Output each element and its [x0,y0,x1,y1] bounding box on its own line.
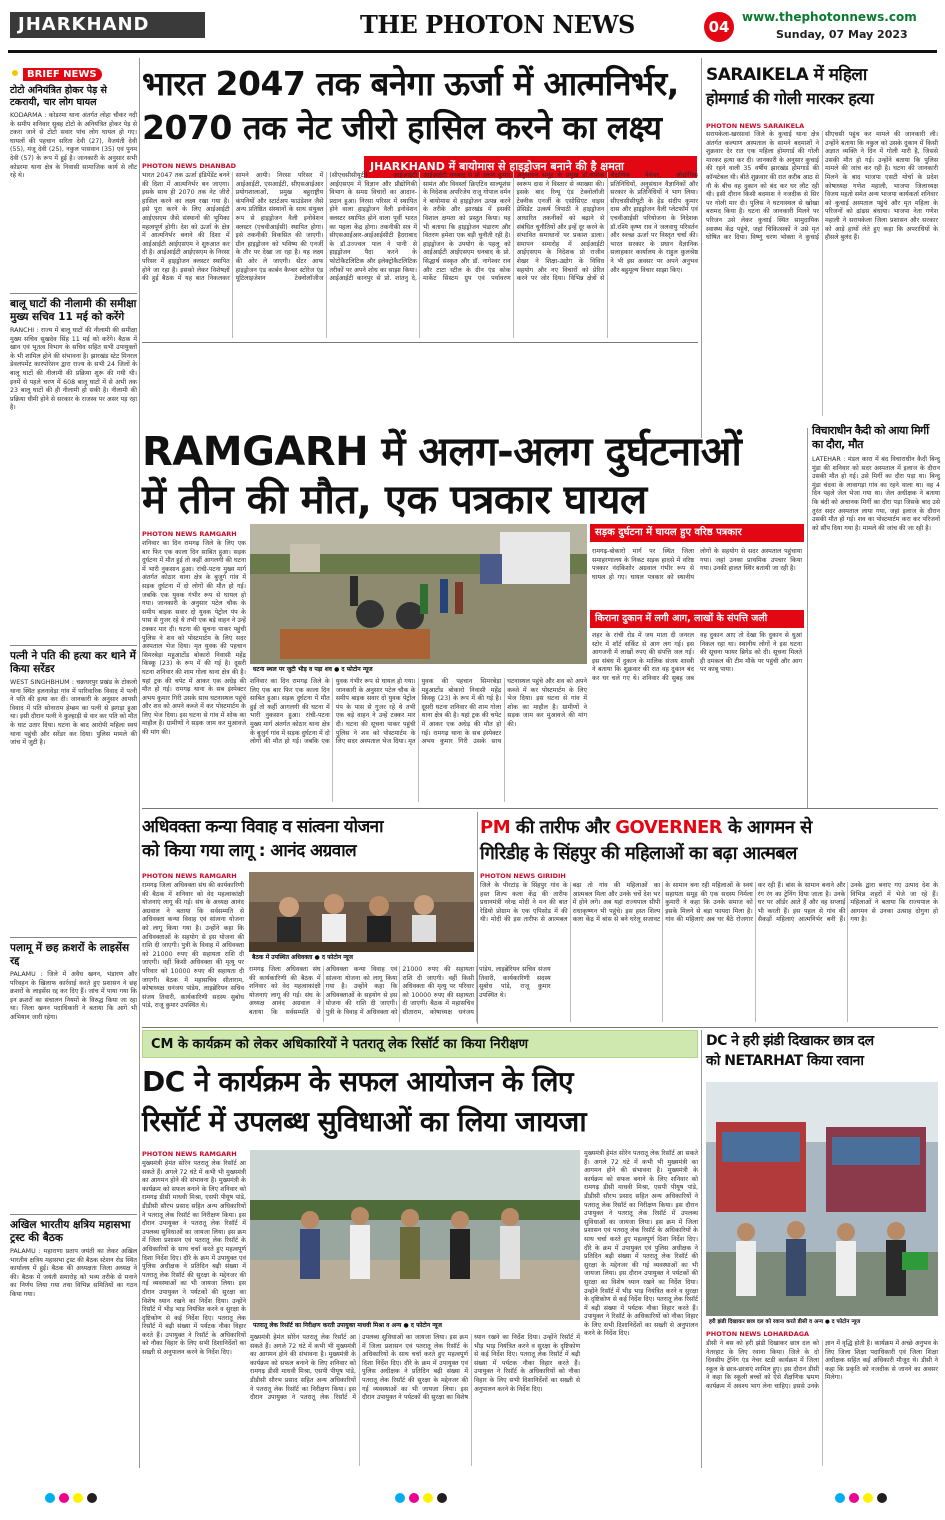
bus-flagoff-image [706,1082,938,1326]
saraikela-headline-2: होमगार्ड की गोली मारकर हत्या [706,89,874,108]
adhivakta-headline-2: को किया गया लागू : आनंद अग्रवाल [142,841,357,861]
masthead [0,0,945,56]
dc-photo-caption: पतरातू लेक रिसॉर्ट का निरीक्षण करती उपायुक्त माधवी मिश्रा व अन्य ● द फोटोन न्यूज [250,1320,580,1330]
brief-5-title: अखिल भारतीय क्षत्रिय महासभा ट्रस्ट की बैठक [10,1219,131,1244]
brief-3-body: WEST SINGHBHUM : चक्रधरपुर प्रखंड के टोकलो थाना स्थित हलनावेड़ा गांव में पारिवारिक विवाद में पत्नी ने पति की हत्या कर दी। जानकारी के अनुसार आपसी विवाद में पति सोनाराम हेम्ब्रम का पत्नी से झगड़ा हुआ था। इसी दौरान पत्नी ने कुल्हाड़ी से वार कर पति को मौत के घाट उतार दिया। घटना के बाद आरोपी महिला स्वयं थाना पहुंची और सरेंडर कर दिया। पुलिस मामले की जांच में जुटी है। [10,679,137,747]
saraikela-body: सरायकेला-खरसावां जिले के कुचाई थाना क्षेत्र अंतर्गत कल्याण अस्पताल के सामने बदमाशों ने शुक्रवार देर रात एक महिला होमगार्ड की गोली मारकर हत्या कर दी। जानकारी के अनुसार कुचाई की रहने वाली 35 वर्षीय झारखंड होमगार्ड की कॉन्स्टेबल थी। बीते शुक्रवार की रात करीब आठ से नौ के बीच वह दुकान को बंद कर घर लौट रही थी। इसी दौरान किसी बदमाश ने नजदीक से सिर पर गोली मार दी। पुलिस ने घटनास्थल से खोखा बरामद किया है। घटना की जानकारी मिलने पर परिजन उसे लेकर कुचाई स्थित सामुदायिक स्वास्थ्य केंद्र पहुंचे, जहां चिकित्सकों ने उसे मृत घोषित कर दिया। विष्णु चरण भोक्ता ने कुचाई सीएचसी पहुंच कर मामले की जानकारी ली। उन्होंने बताया कि नकुल को उसके दुकान में किसी अज्ञात व्यक्ति ने दिन में गोली मारी है, जिससे उसकी मौत हो गई। उन्होंने बताया कि पुलिस मामले की जांच कर रही है। घटना की जानकारी मिलने के बाद भाजपा एसटी मोर्चा के प्रदेश कोषाध्यक्ष गणेश महाली, भाजपा जिलाध्यक्ष विजय महतो समेत अन्य भाजपा कार्यकर्ता शनिवार को कुचाई अस्पताल पहुंचे और मृत महिला के परिजनों को ढांढस बंधाया। भाजपा नेता गणेश महाली ने सरायकेला जिला प्रशासन और सरकार को आड़े हाथों लेते हुए कहा कि अपराधियों के हौसले बुलंद हैं। [706,131,938,242]
ramgarh-accident-photo [250,524,587,674]
giridih-headline-2: गिरिडीह के सिंहपुर की महिलाओं का बढ़ा आत्मबल [480,843,797,864]
top-headline-line-1: भारत 2047 तक बनेगा ऊर्जा में आत्मनिर्भर, [142,64,679,103]
dc-headline-2: रिसॉर्ट में उपलब्ध सुविधाओं का लिया जायजा [142,1105,587,1138]
giridih-body: जिले के पीरटांड़ के सिंहपुर गांव के हस्त शिल्प कला केंद्र की तारीफ प्रधानमंत्री नरेन्द्र मोदी ने मन की बात रेडियो प्रोग्राम के एक एपिसोड में की थी। मोदी की इस तारीफ से आत्मबल बढ़ा तो गांव की महिलाओं का आत्मबल मिला और उनके चर्चे देश भर में होने लगे। अब यहां राज्यपाल सीपी राधाकृष्णन भी पहुंचे। इस हस्त शिल्प कला केंद्र में बांस से बने घरेलू सजावट के सामान बना रही महिलाओं के स्वयं सहायता समूह की एक सदस्य निर्मला कुमारी ने कहा कि उनके समाज को इसके मिलने से बड़ा फायदा मिला है। गांव की महिलाएं अब घर बैठे रोजगार कर रही हैं। बांस के सामान बनाने और रंग रंग का ट्रेनिंग दिया जाता है। उनके घर पर ऑर्डर आते हैं और वह सप्लाई भी करती हैं। इस पहल से गांव की सैकड़ों महिलाएं आत्मनिर्भर बनी हैं। उनके द्वारा बनाए गए उत्पाद देश के विभिन्न शहरों में भेजे जा रहे हैं। महिलाओं ने बताया कि राज्यपाल के आगमन से उनका उत्साह दोगुना हो गया है। [480,882,938,924]
giridih-headline-post: के आगमन से [722,817,812,838]
brief-5-body: PALAMU : महाराणा प्रताप जयंती का लेकर अखिल भारतीय क्षत्रिय महासभा ट्रस्ट की बैठक स्टेशन रोड स्थित कार्यालय में हुई। बैठक की अध्यक्षता जिला अध्यक्ष ने की। बैठक में जयंती समारोह को भव्य तरीके से मनाने का निर्णय लिया गया तथा विभिन्न समितियों का गठन किया गया। [10,1248,137,1298]
ramgarh-headline-2: में तीन की मौत, एक पत्रकार घायल [142,477,647,523]
brief-2-title: बालू घाटों की नीलामी की समीक्षा मुख्य सचिव 11 मई को करेंगे [10,298,137,323]
netarhat-dateline: PHOTON NEWS LOHARDAGA [706,1330,810,1338]
giridih-headline-1 [480,816,940,840]
brief-news-column [10,58,137,1468]
giridih-headline-pm: PM [480,817,516,838]
meeting-image [249,872,474,962]
netarhat-body: डीसी ने बस को हरी झंडी दिखाकर छात्र दल को नेतरहाट के लिए रवाना किया। जिले के दो दिवसीय ट्रेनिंग एंड नेचर स्टडी कार्यक्रम में जिला स्कूल के छात्र-छात्राएं शामिल हुए। इस दौरान डीसी ने कहा कि स्कूली बच्चों को ऐसे शैक्षणिक भ्रमण कार्यक्रम में अवश्य भाग लेना चाहिए। इससे उनके ज्ञान में वृद्धि होती है। कार्यक्रम में अच्छे अनुभव के लिए जिला शिक्षा पदाधिकारी एवं जिला शिक्षा अधीक्षक सहित कई अधिकारी मौजूद थे। डीसी ने कहा कि प्रकृति को नजदीक से जानने का अवसर मिलेगा। [706,1340,938,1390]
adhivakta-headline-1: अधिवक्ता कन्या विवाह व सांत्वना योजना [142,817,384,837]
ramgarh-redbar-2: किराना दुकान में लगी आग, लाखों के संपत्ति जली [590,610,804,628]
ramgarh-side2-body: शहर के रांची रोड में जय माता दी जनरल स्टोर में शॉर्ट सर्किट से आग लग गई। इस आगजनी में लाखों रुपए की संपत्ति जल गई। इस संबंध में दुकान के मालिक संजय शास्त्री ने बताया कि शुक्रवार की रात वह दुकान बंद कर घर चले गए थे। शनिवार की सुबह जब वह दुकान आए तो देखा कि दुकान से धुआं निकल रहा था। स्थानीय लोगों ने इस घटना की सूचना फायर ब्रिगेड को दी। सूचना मिलते ही दमकल की टीम मौके पर पहुंची और आग पर काबू पाया। [592,632,802,682]
column-rule [477,812,478,1024]
netarhat-photo-caption: हरी झंडी दिखाकर छात्र दल को रवाना करते डीसी व अन्य ● द फोटोन न्यूज [706,1316,938,1326]
latehar-headline: विचाराधीन कैदी को आया मिर्गी का दौरा, मौत [812,424,929,451]
brief-1-body: KODARMA : कोडरमा थाना अंतर्गत लोहा चौकर नदी के समीप शनिवार सुबह टोटो के अनियंत्रित होकर पेड़ से टकरा जाने से टोटो सवार पांच लोग घायल हो गए। घायलों की पहचान सरिता देवी (27), वैजयंती देवी (55), मंजू देवी (25), नकुल पासवान (35) एवं पुनम देवी (57) के रूप में हुई है। जानकारी के अनुसार सभी कोडरमा थाना क्षेत्र के निवासी सामाजिक कार्य से लौट रहे थे। [10,112,137,180]
adhivakta-body-b: रामगढ़ जिला अधिवक्ता संघ की कार्यकारिणी की बैठक में शनिवार को वेद महत्वाकांक्षी योजनाएं लागू की गई। संघ के अध्यक्ष आनंद अग्रवाल ने बताया कि सर्वसम्मति से अधिवक्ता कन्या विवाह एवं सांत्वना योजना को लागू किया गया है। उन्होंने कहा कि अधिवक्ताओं के सहयोग से इस योजना की राशि दी जाएगी। पुत्री के विवाह में अधिवक्ता को 21000 रुपए की सहायता राशि दी जाएगी। वहीं किसी अधिवक्ता की मृत्यु पर परिवार को 10000 रुपए की सहायता दी जाएगी। बैठक में महासचिव सीताराम, कोषाध्यक्ष धनंजय पांडेय, लाइब्रेरियन सचिव संजय तिवारी, कार्यकारिणी सदस्य सुबोध पांडे, राजू कुमार उपस्थित थे। [249,966,551,1016]
brief-1-title: टोटो अनियंत्रित होकर पेड़ से टकरायी, चार लोग घायल [10,85,107,108]
inspection-image [250,1150,580,1330]
adhivakta-photo [249,872,474,962]
top-story-redbar: JHARKHAND में बायोमास से हाइड्रोजन बनाने की है क्षमता [364,156,697,178]
saraikela-headline-1: SARAIKELA में महिला [706,65,867,85]
brief-3-title: पत्नी ने पति की हत्या कर थाने में किया सरेंडर [10,650,136,675]
page-number: 04 [704,12,734,42]
section-rule [142,1027,938,1028]
column-rule [701,1030,702,1468]
giridih-dateline: PHOTON NEWS GIRIDIH [480,872,566,880]
ramgarh-dateline: PHOTON NEWS RAMGARH [142,530,237,538]
column-rule [807,428,808,808]
dc-inspection-photo [250,1150,580,1330]
ramgarh-body-a: शनिवार का दिन रामगढ़ जिले के लिए एक बार फिर एक काला दिन साबित हुआ। सड़क दुर्घटना में मौत हुई तो कहीं आगलगी की घटना में भारी नुकसान हुआ। रांची-पटना मुख्य मार्ग अंतर्गत कोठार थाना क्षेत्र के बुजुर्ग गांव में सड़क दुर्घटना में दो लोगों की मौत हो गई। जबकि एक युवक गंभीर रूप से घायल हो गया। जानकारी के अनुसार पटेल चौक के समीप बाइक सवार दो युवक पेट्रोल पंप के पास से गुजर रहे थे तभी एक बड़े वाहन ने उन्हें टक्कर मार दी। घटना की सूचना पाकर पहुंची पुलिस ने शव को पोस्टमार्टम के लिए सदर अस्पताल भेज दिया। मृत युवक की पहचान सिमरबेड़ा महुआटोंड बोकारो निवासी महेंद्र किस्कू (23) के रूप में की गई है। दूसरी घटना शनिवार की शाम गोला थाना क्षेत्र की है। यहां ट्रक की चपेट में आकर एक अधेड़ की मौत हो गई। रामगढ़ थाना के सब इंस्पेक्टर अभय कुमार गिरी उसके साथ घटनास्थल पहुंचे और शव को अपने कब्जे में कर पोस्टमार्टम के लिए भेज दिया। इस घटना से गांव में शोक का माहौल है। ग्रामीणों ने सड़क जाम कर मुआवजे की मांग की। [142,540,246,737]
ramgarh-redbar-1: सड़क दुर्घटना में घायल हुए वरिष्ठ पत्रकार [590,524,804,542]
column-rule [701,58,702,438]
top-headline-line-2: 2070 तक नेट जीरो हासिल करने का लक्ष्य [142,108,662,147]
giridih-headline-governor: GOVERNER [615,817,723,838]
section-rule [142,808,938,809]
column-rule [139,58,140,1468]
cm-bar-text: CM के कार्यक्रम को लेकर अधिकारियों ने पतरातू लेक रिसॉर्ट का किया निरीक्षण [151,1037,529,1052]
top-story-body: भारत 2047 तक ऊर्जा इंडिपेंडेंट बनने की दिशा में आत्मनिर्भर बन जाएगा। इसके साथ ही 2070 तक नेट जीरो हासिल करने का लक्ष्य रखा गया है। इसे पूरा करने के लिए आईआईटी आईएसएम जैसे संस्थानों की भूमिका महत्वपूर्ण होगी। देश को ऊर्जा के क्षेत्र में आत्मनिर्भर बनाने की दिशा में आईआईटी आईएसएम ने शुरुआत कर दी है। आईआईटी आईएसएम के निरसा परिसर में हाइड्रोजन क्लस्टर स्थापित होने जा रहा है। इसको लेकर विशेषज्ञों की हुई बैठक में यह बात निकलकर सामने आयी। निरसा परिसर में आईआईटी, एसआईटी, सीएसआईआर प्रयोगशालाओं, प्रमुख बहुराष्ट्रीय कंपनियों और स्टार्टअप फाउंडेशन जैसे अन्य प्रतिष्ठित संस्थानों के साथ संयुक्त रूप से हाइड्रोजन वैली इनोवेशन क्लस्टर (एचवीआईसी) स्थापित होगा। इसे तकनीकी विकसित की जाएगी। ग्रीन हाइड्रोजन को भविष्य की एनर्जी के तौर पर देखा जा रहा है। यह लक्ष्य की ओर ले जाएगी। सेंटर आफ हाइड्रोजन एंड कार्बन कैप्चर स्टोरेज एंड यूटिलाइजेशन टेक्नोलॉजीज (सीएचसीसीयूटी) आईआईटी आईएसएम में विज्ञान और प्रौद्योगिकी विभाग के समग्र विचारों का आदान-प्रदान हुआ। निरसा परिसर में स्थापित होने वाला हाइड्रोजन वैली इनोवेशन क्लस्टर स्थापित होने वाला पूर्वी भारत का पहला केंद्र होगा। तकनीकी सत्र में सीएसआईआर-आईआईसीटी हैदराबाद के डॉ.उज्ज्वल पाल ने पानी से हाइड्रोजन पैदा करने के फोटोकैटलिटिक और इलेक्ट्रोकैटलिटिक तरीकों पर अपने शोध का साझा किया। आईआईटी कानपुर से प्रो. शांतनु दे, आईआईटी धनबाद से प्रो अरुण कुमार सामंत और विवर्स्ता क्रिएटिव साल्यूशंस के निदेशक अपरिजेय राजू गोपाल वर्मन ने बायोमास से हाइड्रोजन उत्पन्न करने के तरीके और झारखंड में इसकी विशाल क्षमता को प्रस्तुत किया। यह भी बताया कि हाइड्रोजन भंडारण और वितरण हमेशा एक बड़ी चुनौती रही है। हाइड्रोजन के उपयोग के पहलू को आईआईटी आईएसएम धनबाद के प्रो. सिद्धार्थ संस्कृत और डॉ. नागेश्वर राव और टाटा स्टील के ग्रीन एंड कोक मार्केट सिस्टम ग्रुप एवं पर्यावरण अनुसंधान समूह के प्रमुख डॉ.शशिक स्वरूप दास ने विस्तार से व्याख्या की। इसके बाद रिन्यू एंड टेक्नोलॉजी टेक्नीक एनर्जी के एसोसिएट वाइस प्रेसिडेंट उत्कर्ष त्रिपाठी ने हाइड्रोजन आधारित तकनीकों को बढ़ाने से संबंधित चुनौतियों और इन्हें दूर करने के संभावित समाधानों पर प्रकाश डाला। समापन समारोह में आईआईटी आईएसएम के निदेशक प्रो राजीव शेखर ने शिक्षा-उद्योग के विविध सहयोग और नए विचारों को प्रेरित करने पर जोर दिया। विभिन्न क्षेत्रों से शैक्षणिक पेशेवर, औद्योगिक प्रतिनिधियों, अनुसंधान वैज्ञानिकों और सरकार के प्रतिनिधियों ने भाग लिया। सीएचसीसीयूटी के हेड संदीप कुमार दास और हाइड्रोजन वैली प्लेटफॉर्म एवं एचवीआईसी परियोजना के निदेशक डॉ.रश्मि कृष्ण राव ने जलवायु परिवर्तन और स्वच्छ ऊर्जा पर विस्तृत चर्चा की। भारत सरकार के प्रधान वैज्ञानिक सलाहकार कार्यालय के राहुल कुलश्रेष्ठ ने भी इस अवसर पर अपने अनुभव और बहुमूल्य विचार साझा किए। [142,172,698,283]
brief-news-tag: BRIEF NEWS [10,62,137,81]
latehar-body: LATEHAR : मंडल कारा में बंद विचाराधीन कैदी बिन्दु मुंडा की शनिवार को सदर अस्पताल में इलाज के दौरान उसकी मौत हो गई। उसे मिर्गी का दौरा पड़ा था। बिन्दु मुंडा चंदवा के लावागड़ा गांव का रहने वाला था। वह 4 दिन पहले जेल भेजा गया था। जेल अधीक्षक ने बताया कि बंदी को अचानक मिर्गी का दौरा पड़ा जिसके बाद उसे तुरंत सदर अस्पताल लाया गया, जहां इलाज के दौरान उसकी मौत हो गई। शव का पोस्टमार्टम करा कर परिजनों को सौंप दिया गया है। मामले की जांच की जा रही है। [812,456,940,532]
dc-headline-1: DC ने कार्यक्रम के सफल आयोजन के लिए [142,1065,573,1098]
netarhat-headline-1: DC ने हरी झंडी दिखाकर छात्र दल [706,1033,874,1049]
netarhat-headline-2: को NETARHAT किया रवाना [706,1053,864,1069]
ramgarh-side1-body: रामगढ़-बोकारो मार्ग पर स्थित जिला समाहरणालय के निकट सड़क हादसे में वरिष्ठ पत्रकार नंदकिशोर अग्रवाल गंभीर रूप से घायल हो गए। घायल पत्रकार को स्थानीय लोगों के सहयोग से सदर अस्पताल पहुंचाया गया। जहां उनका प्राथमिक उपचार किया गया। उनकी हालत स्थिर बतायी जा रही है। [592,548,802,581]
section-label: JHARKHAND [10,12,205,38]
giridih-headline-mid: की तारीफ और [515,817,616,838]
ramgarh-photo-caption: घटना स्थल पर जुटी भीड़ व पड़ा शव ● द फोटोन न्यूज [250,664,587,674]
dc-body-c: मुख्यमंत्री हेमंत सोरेन पतरातू लेक रिसॉर्ट आ सकते हैं। अगले 72 घंटे में कभी भी मुख्यमंत्री का आगमन होने की संभावना है। मुख्यमंत्री के कार्यक्रम को सफल बनाने के लिए शनिवार को रामगढ़ डीसी माधवी मिश्रा, एसपी पीयूष पांडे, डीडीसी सौरभ प्रसाद सहित अन्य अधिकारियों ने पतरातू लेक रिसॉर्ट का निरीक्षण किया। इस दौरान उपायुक्त ने पतरातू लेक रिसॉर्ट में उपलब्ध सुविधाओं का जायजा लिया। इस क्रम में जिला प्रशासन एवं पतरातू लेक रिसॉर्ट के अधिकारियों के साथ चर्चा करते हुए महत्वपूर्ण दिशा निर्देश दिए। दौरे के क्रम में उपायुक्त एवं पुलिस अधीक्षक ने प्रतिदिन बढ़ी संख्या में पतरातू लेक रिसॉर्ट की सुरक्षा के मद्देनजर की गई व्यवस्थाओं का भी जायजा लिया। इस दौरान उपायुक्त ने पर्यटकों की सुरक्षा का विशेष ध्यान रखने का निर्देश दिया। उन्होंने रिसॉर्ट में भीड़ भाड़ नियंत्रित करने व सुरक्षा के दृष्टिकोण से कई निर्देश दिए। पतरातू लेक रिसॉर्ट में बढ़ी संख्या में पर्यटक नौका विहार करते हैं। उपायुक्त ने रिसॉर्ट के अधिकारियों को नौका विहार के लिए सभी दिशानिर्देशों का सख्ती से अनुपालन करने के निर्देश दिए। [584,1150,698,1338]
newspaper-logo: THE PHOTON NEWS [360,10,635,39]
cm-bar [142,1030,698,1058]
brief-dot-icon [10,68,20,78]
adhivakta-dateline: PHOTON NEWS RAMGARH [142,872,237,880]
adhivakta-body-a: रामगढ़ जिला अधिवक्ता संघ की कार्यकारिणी की बैठक में शनिवार को वेद महत्वाकांक्षी योजनाएं लागू की गई। संघ के अध्यक्ष आनंद अग्रवाल ने बताया कि सर्वसम्मति से अधिवक्ता कन्या विवाह एवं सांत्वना योजना को लागू किया गया है। उन्होंने कहा कि अधिवक्ताओं के सहयोग से इस योजना की राशि दी जाएगी। पुत्री के विवाह में अधिवक्ता को 21000 रुपए की सहायता राशि दी जाएगी। वहीं किसी अधिवक्ता की मृत्यु पर परिवार को 10000 रुपए की सहायता दी जाएगी। बैठक में महासचिव सीताराम, कोषाध्यक्ष धनंजय पांडेय, लाइब्रेरियन सचिव संजय तिवारी, कार्यकारिणी सदस्य सुबोध पांडे, राजू कुमार उपस्थित थे। [142,882,244,1010]
registration-marks-image [0,1480,945,1516]
adhivakta-photo-caption: बैठक में उपस्थित अधिवक्ता ● द फोटोन न्यूज [249,952,474,962]
brief-4-title: पलामू में छह क्रशरों के लाइसेंस रद्द [10,942,130,967]
section-rule [142,342,698,343]
brief-4-body: PALAMU : जिले में अवैध खनन, भंडारण और परिवहन के खिलाफ कार्रवाई करते हुए प्रशासन ने छह क्रशरों के लाइसेंस रद्द कर दिए हैं। जांच में पाया गया कि इन क्रशरों का संचालन नियमों के विरुद्ध किया जा रहा था। जिला खनन पदाधिकारी ने बताया कि आगे भी अभियान जारी रहेगा। [10,971,137,1021]
dc-dateline: PHOTON NEWS RAMGARH [142,1150,237,1158]
registration-marks [0,1480,945,1516]
brief-2-body: RANCHI : राज्य में बालू घाटों की नीलामी की समीक्षा मुख्य सचिव सुखदेव सिंह 11 मई को करेंगे। बैठक में खान एवं भूतत्व विभाग के सचिव सहित सभी उपायुक्तों के भी शामिल होने की संभावना है। झारखंड स्टेट मिनरल डेवलपमेंट कारपोरेशन द्वारा राज्य के सभी 24 जिलों के बालू घाटों की नीलामी की प्रक्रिया शुरू की गयी थी। इनमें से पहले चरण में 608 बालू घाटों में से अभी तक 23 बालू घाटों की ही नीलामी हो सकी है। नीलामी की प्रक्रिया धीमी होने से सरकार के राजस्व पर असर पड़ रहा है। [10,327,137,412]
masthead-rule [8,50,937,53]
netarhat-photo [706,1082,938,1326]
saraikela-dateline: PHOTON NEWS SARAIKELA [706,122,805,130]
issue-date: Sunday, 07 May 2023 [776,28,908,41]
ramgarh-headline-1: RAMGARH में अलग-अलग दुर्घटनाओं [142,429,742,475]
website-url[interactable]: www.thephotonnews.com [742,10,917,24]
ramgarh-body-b: शनिवार का दिन रामगढ़ जिले के लिए एक बार फिर एक काला दिन साबित हुआ। सड़क दुर्घटना में मौत हुई तो कहीं आगलगी की घटना में भारी नुकसान हुआ। रांची-पटना मुख्य मार्ग अंतर्गत कोठार थाना क्षेत्र के बुजुर्ग गांव में सड़क दुर्घटना में दो लोगों की मौत हो गई। जबकि एक युवक गंभीर रूप से घायल हो गया। जानकारी के अनुसार पटेल चौक के समीप बाइक सवार दो युवक पेट्रोल पंप के पास से गुजर रहे थे तभी एक बड़े वाहन ने उन्हें टक्कर मार दी। घटना की सूचना पाकर पहुंची पुलिस ने शव को पोस्टमार्टम के लिए सदर अस्पताल भेज दिया। मृत युवक की पहचान सिमरबेड़ा महुआटोंड बोकारो निवासी महेंद्र किस्कू (23) के रूप में की गई है। दूसरी घटना शनिवार की शाम गोला थाना क्षेत्र की है। यहां ट्रक की चपेट में आकर एक अधेड़ की मौत हो गई। रामगढ़ थाना के सब इंस्पेक्टर अभय कुमार गिरी उसके साथ घटनास्थल पहुंचे और शव को अपने कब्जे में कर पोस्टमार्टम के लिए भेज दिया। इस घटना से गांव में शोक का माहौल है। ग्रामीणों ने सड़क जाम कर मुआवजे की मांग की। [250,678,587,746]
dc-body-b: मुख्यमंत्री हेमंत सोरेन पतरातू लेक रिसॉर्ट आ सकते हैं। अगले 72 घंटे में कभी भी मुख्यमंत्री का आगमन होने की संभावना है। मुख्यमंत्री के कार्यक्रम को सफल बनाने के लिए शनिवार को रामगढ़ डीसी माधवी मिश्रा, एसपी पीयूष पांडे, डीडीसी सौरभ प्रसाद सहित अन्य अधिकारियों ने पतरातू लेक रिसॉर्ट का निरीक्षण किया। इस दौरान उपायुक्त ने पतरातू लेक रिसॉर्ट में उपलब्ध सुविधाओं का जायजा लिया। इस क्रम में जिला प्रशासन एवं पतरातू लेक रिसॉर्ट के अधिकारियों के साथ चर्चा करते हुए महत्वपूर्ण दिशा निर्देश दिए। दौरे के क्रम में उपायुक्त एवं पुलिस अधीक्षक ने प्रतिदिन बढ़ी संख्या में पतरातू लेक रिसॉर्ट की सुरक्षा के मद्देनजर की गई व्यवस्थाओं का भी जायजा लिया। इस दौरान उपायुक्त ने पर्यटकों की सुरक्षा का विशेष ध्यान रखने का निर्देश दिया। उन्होंने रिसॉर्ट में भीड़ भाड़ नियंत्रित करने व सुरक्षा के दृष्टिकोण से कई निर्देश दिए। पतरातू लेक रिसॉर्ट में बढ़ी संख्या में पर्यटक नौका विहार करते हैं। उपायुक्त ने रिसॉर्ट के अधिकारियों को नौका विहार के लिए सभी दिशानिर्देशों का सख्ती से अनुपालन करने के निर्देश दिए। [250,1334,580,1402]
accident-scene-image [250,524,587,674]
dc-body-a: मुख्यमंत्री हेमंत सोरेन पतरातू लेक रिसॉर्ट आ सकते हैं। अगले 72 घंटे में कभी भी मुख्यमंत्री का आगमन होने की संभावना है। मुख्यमंत्री के कार्यक्रम को सफल बनाने के लिए शनिवार को रामगढ़ डीसी माधवी मिश्रा, एसपी पीयूष पांडे, डीडीसी सौरभ प्रसाद सहित अन्य अधिकारियों ने पतरातू लेक रिसॉर्ट का निरीक्षण किया। इस दौरान उपायुक्त ने पतरातू लेक रिसॉर्ट में उपलब्ध सुविधाओं का जायजा लिया। इस क्रम में जिला प्रशासन एवं पतरातू लेक रिसॉर्ट के अधिकारियों के साथ चर्चा करते हुए महत्वपूर्ण दिशा निर्देश दिए। दौरे के क्रम में उपायुक्त एवं पुलिस अधीक्षक ने प्रतिदिन बढ़ी संख्या में पतरातू लेक रिसॉर्ट की सुरक्षा के मद्देनजर की गई व्यवस्थाओं का भी जायजा लिया। इस दौरान उपायुक्त ने पर्यटकों की सुरक्षा का विशेष ध्यान रखने का निर्देश दिया। उन्होंने रिसॉर्ट में भीड़ भाड़ नियंत्रित करने व सुरक्षा के दृष्टिकोण से कई निर्देश दिए। पतरातू लेक रिसॉर्ट में बढ़ी संख्या में पर्यटक नौका विहार करते हैं। उपायुक्त ने रिसॉर्ट के अधिकारियों को नौका विहार के लिए सभी दिशानिर्देशों का सख्ती से अनुपालन करने के निर्देश दिए। [142,1160,246,1357]
top-dateline: PHOTON NEWS DHANBAD [142,162,237,170]
